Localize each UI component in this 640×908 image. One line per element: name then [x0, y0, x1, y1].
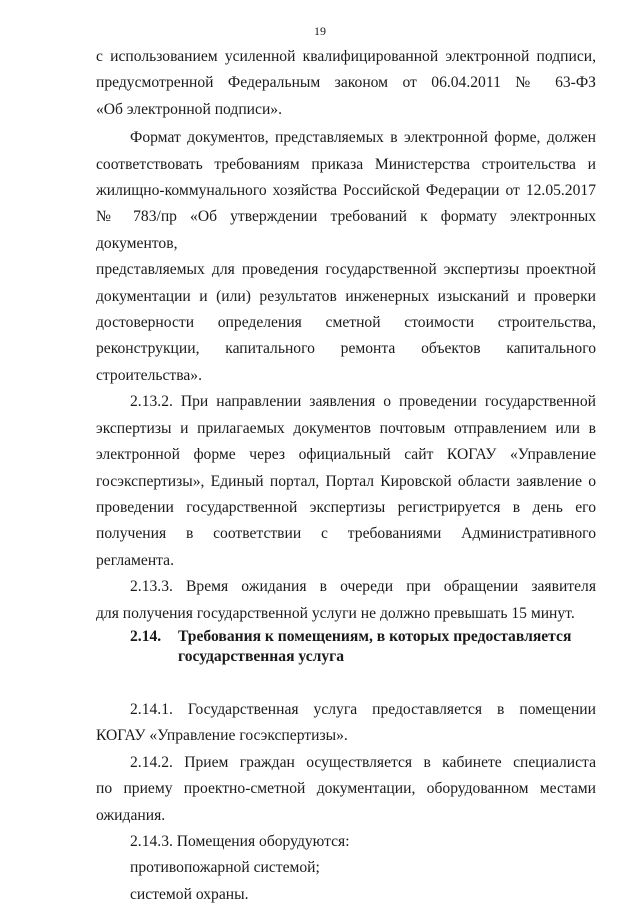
text-line: «Об электронной подписи».	[96, 100, 282, 118]
text-line: 2.14.1. Государственная услуга предоставляется в помещении	[130, 700, 596, 718]
text-line: ожидания.	[96, 806, 166, 824]
text-line: строительства».	[96, 366, 203, 384]
text-line: Формат документов, представляемых в электронной форме, должен	[130, 129, 596, 147]
text-line: по приему проектно-сметной документации, оборудованном местами	[96, 780, 596, 798]
text-line: 2.14.2. Прием граждан осуществляется в кабинете специалиста	[130, 753, 596, 771]
document-body	[96, 44, 596, 908]
paragraph-2-13-2	[96, 389, 596, 574]
text-line: реконструкции, капитального ремонта объектов капитального	[96, 340, 596, 358]
text-line: проведении государственной экспертизы регистрируется в день его	[96, 498, 596, 516]
list-item: противопожарной системой;	[130, 859, 320, 877]
text-line: 2.13.3. Время ожидания в очереди при обращении заявителя	[130, 578, 596, 596]
paragraph-electronic-signature	[96, 44, 596, 123]
section-title-line: государственная услуга	[178, 647, 345, 665]
text-line: достоверности определения сметной стоимости строительства,	[96, 314, 596, 332]
paragraph-2-13-3	[96, 574, 596, 627]
text-line: соответствовать требованиям приказа Министерства строительства и	[96, 155, 596, 173]
text-line: получения в соответствии с требованиями Административного регламента.	[96, 525, 596, 569]
section-title-line: Требования к помещениям, в которых предоставляется	[178, 627, 572, 645]
text-line: электронной форме через официальный сайт КОГАУ «Управление	[96, 446, 596, 464]
text-line: КОГАУ «Управление госэкспертизы».	[96, 727, 348, 745]
paragraph-2-14-1	[96, 697, 596, 750]
list-item: системой охраны.	[130, 885, 249, 903]
paragraph-2-14-3	[96, 829, 596, 908]
section-heading-2-14	[96, 627, 596, 667]
text-line: документации и (или) результатов инженерных изысканий и проверки	[96, 287, 596, 305]
text-line: 2.14.3. Помещения оборудуются:	[130, 832, 350, 850]
text-line: 2.13.2. При направлении заявления о проведении государственной	[130, 393, 596, 411]
paragraph-document-format	[96, 125, 596, 389]
text-line: жилищно-коммунального хозяйства Российской Федерации от 12.05.2017	[96, 182, 596, 200]
paragraph-2-14-2	[96, 750, 596, 829]
text-line: предусмотренной Федеральным законом от 06.04.2011 № 63-ФЗ	[96, 74, 596, 92]
text-line: с использованием усиленной квалифицированной электронной подписи,	[96, 48, 596, 65]
page-number: 19	[314, 24, 326, 38]
section-number: 2.14.	[130, 627, 162, 645]
text-line: госэкспертизы», Единый портал, Портал Кировской области заявление о	[96, 472, 596, 490]
text-line: для получения государственной услуги не должно превышать 15 минут.	[96, 604, 575, 622]
text-line: № 783/пр «Об утверждении требований к формату электронных документов,	[96, 208, 596, 252]
text-line: экспертизы и прилагаемых документов почтовым отправлением или в	[96, 419, 596, 437]
text-line: представляемых для проведения государственной экспертизы проектной	[96, 261, 596, 279]
